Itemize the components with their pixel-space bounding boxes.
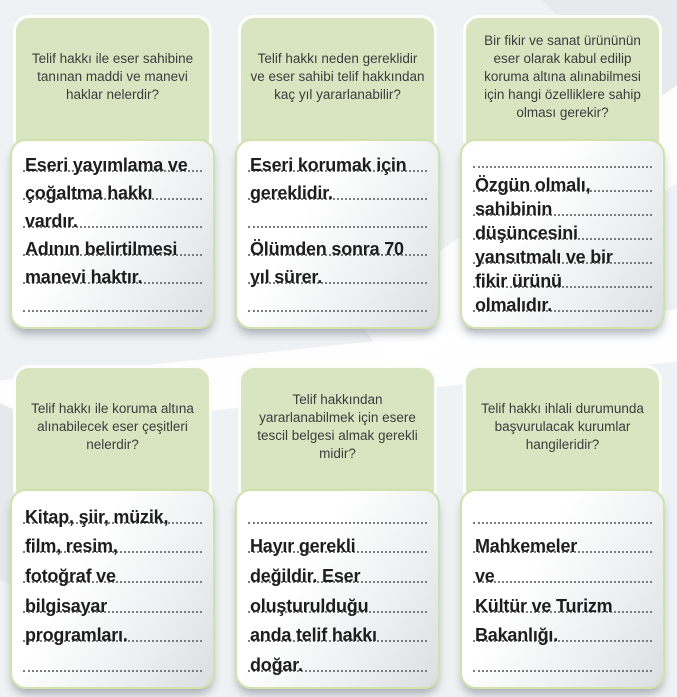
answer-card (460, 489, 665, 689)
answer-line (472, 149, 653, 173)
qa-card-4 (10, 365, 215, 689)
answer-card (10, 139, 215, 329)
answer-text: oluşturulduğu (250, 595, 369, 616)
answer-line (472, 197, 653, 221)
answer-line (472, 173, 653, 197)
answer-line (22, 289, 203, 317)
answer-line (472, 499, 653, 529)
qa-card-3 (460, 15, 665, 329)
question-text: Telif hakkından yararlanabilmek için esere tescil belgesi almak gerekli midir? (257, 392, 418, 461)
answer-line (22, 177, 203, 205)
answer-line (22, 558, 203, 588)
answer-line (22, 588, 203, 618)
answer-text: sahibinin (475, 199, 553, 219)
answer-text: çoğaltma hakkı (25, 183, 153, 203)
answer-line (247, 149, 428, 177)
answer-line (472, 245, 653, 269)
answer-text: yansıtmalı ve bir (475, 247, 613, 267)
question-header (13, 365, 212, 505)
answer-text: Hayır gerekli (250, 536, 356, 557)
answer-text: manevi haktır. (25, 267, 143, 287)
answer-text: ve (475, 566, 495, 587)
answer-text: anda telif hakkı (250, 625, 377, 646)
qa-card-5 (235, 365, 440, 689)
answer-card (10, 489, 215, 689)
answer-line (22, 149, 203, 177)
answer-card (235, 489, 440, 689)
answer-line (472, 529, 653, 559)
question-header (238, 15, 437, 155)
answer-line (22, 261, 203, 289)
answer-line (247, 289, 428, 317)
answer-text: Kitap, şiir, müzik, (25, 506, 169, 527)
answer-text: Eseri yayımlama ve (25, 155, 188, 175)
answer-line (247, 529, 428, 559)
answer-text: Eseri korumak için (250, 155, 407, 175)
answer-line (247, 205, 428, 233)
answer-line (22, 647, 203, 677)
answer-text: fikir ürünü (475, 271, 562, 291)
question-text: Telif hakkı ile koruma altına alınabilecek eser çeşitleri nelerdir? (31, 401, 194, 452)
question-text: Telif hakkı neden gereklidir ve eser sahibi telif hakkından kaç yıl yararlanabilir? (250, 51, 425, 102)
answer-text: bilgisayar (25, 595, 108, 616)
question-text: Telif hakkı ile eser sahibine tanınan maddi ve manevi haklar nelerdir? (31, 51, 194, 102)
answer-text: değildir. Eser (250, 566, 361, 587)
answer-line (22, 529, 203, 559)
answer-text: programları. (25, 625, 128, 646)
question-text: Telif hakkı ihlali durumunda başvurulacak kurumlar hangileridir? (481, 401, 644, 452)
answer-text: fotoğraf ve (25, 566, 116, 587)
answer-line (472, 293, 653, 317)
answer-text: Özgün olmalı, (475, 175, 591, 195)
answer-card (235, 139, 440, 329)
answer-line (472, 558, 653, 588)
answer-text: olmalıdır. (475, 295, 553, 315)
question-text: Bir fikir ve sanat ürününün eser olarak kabul edilip koruma altına alınabilmesi için hangi özelliklere sahip olması gerekir? (484, 33, 641, 120)
question-header (13, 15, 212, 155)
answer-line (22, 499, 203, 529)
answer-text: gereklidir. (250, 183, 333, 203)
answer-line (472, 588, 653, 618)
qa-card-2 (235, 15, 440, 329)
answer-line (247, 233, 428, 261)
answer-line (247, 647, 428, 677)
answer-line (247, 588, 428, 618)
question-header (238, 365, 437, 505)
answer-text: Kültür ve Turizm (475, 595, 613, 616)
answer-line (472, 221, 653, 245)
answer-line (247, 177, 428, 205)
qa-card-1 (10, 15, 215, 329)
answer-line (247, 558, 428, 588)
answer-line (472, 618, 653, 648)
answer-line (247, 499, 428, 529)
answer-text: Mahkemeler (475, 536, 578, 557)
answer-text: film, resim, (25, 536, 118, 557)
answer-card (460, 139, 665, 329)
answer-line (247, 261, 428, 289)
answer-line (247, 618, 428, 648)
question-header (463, 15, 662, 155)
question-header (463, 365, 662, 505)
answer-line (22, 205, 203, 233)
answer-line (472, 269, 653, 293)
answer-line (22, 233, 203, 261)
answer-text: Ölümden sonra 70 (250, 239, 404, 259)
answer-line (472, 647, 653, 677)
answer-text: Adının belirtilmesi (25, 239, 178, 259)
answer-text: düşüncesini (475, 223, 578, 243)
answer-text: doğar. (250, 655, 303, 676)
answer-text: vardır. (25, 211, 78, 231)
qa-card-6 (460, 365, 665, 689)
answer-text: Bakanlığı. (475, 625, 559, 646)
answer-line (22, 618, 203, 648)
answer-text: yıl sürer. (250, 267, 323, 287)
